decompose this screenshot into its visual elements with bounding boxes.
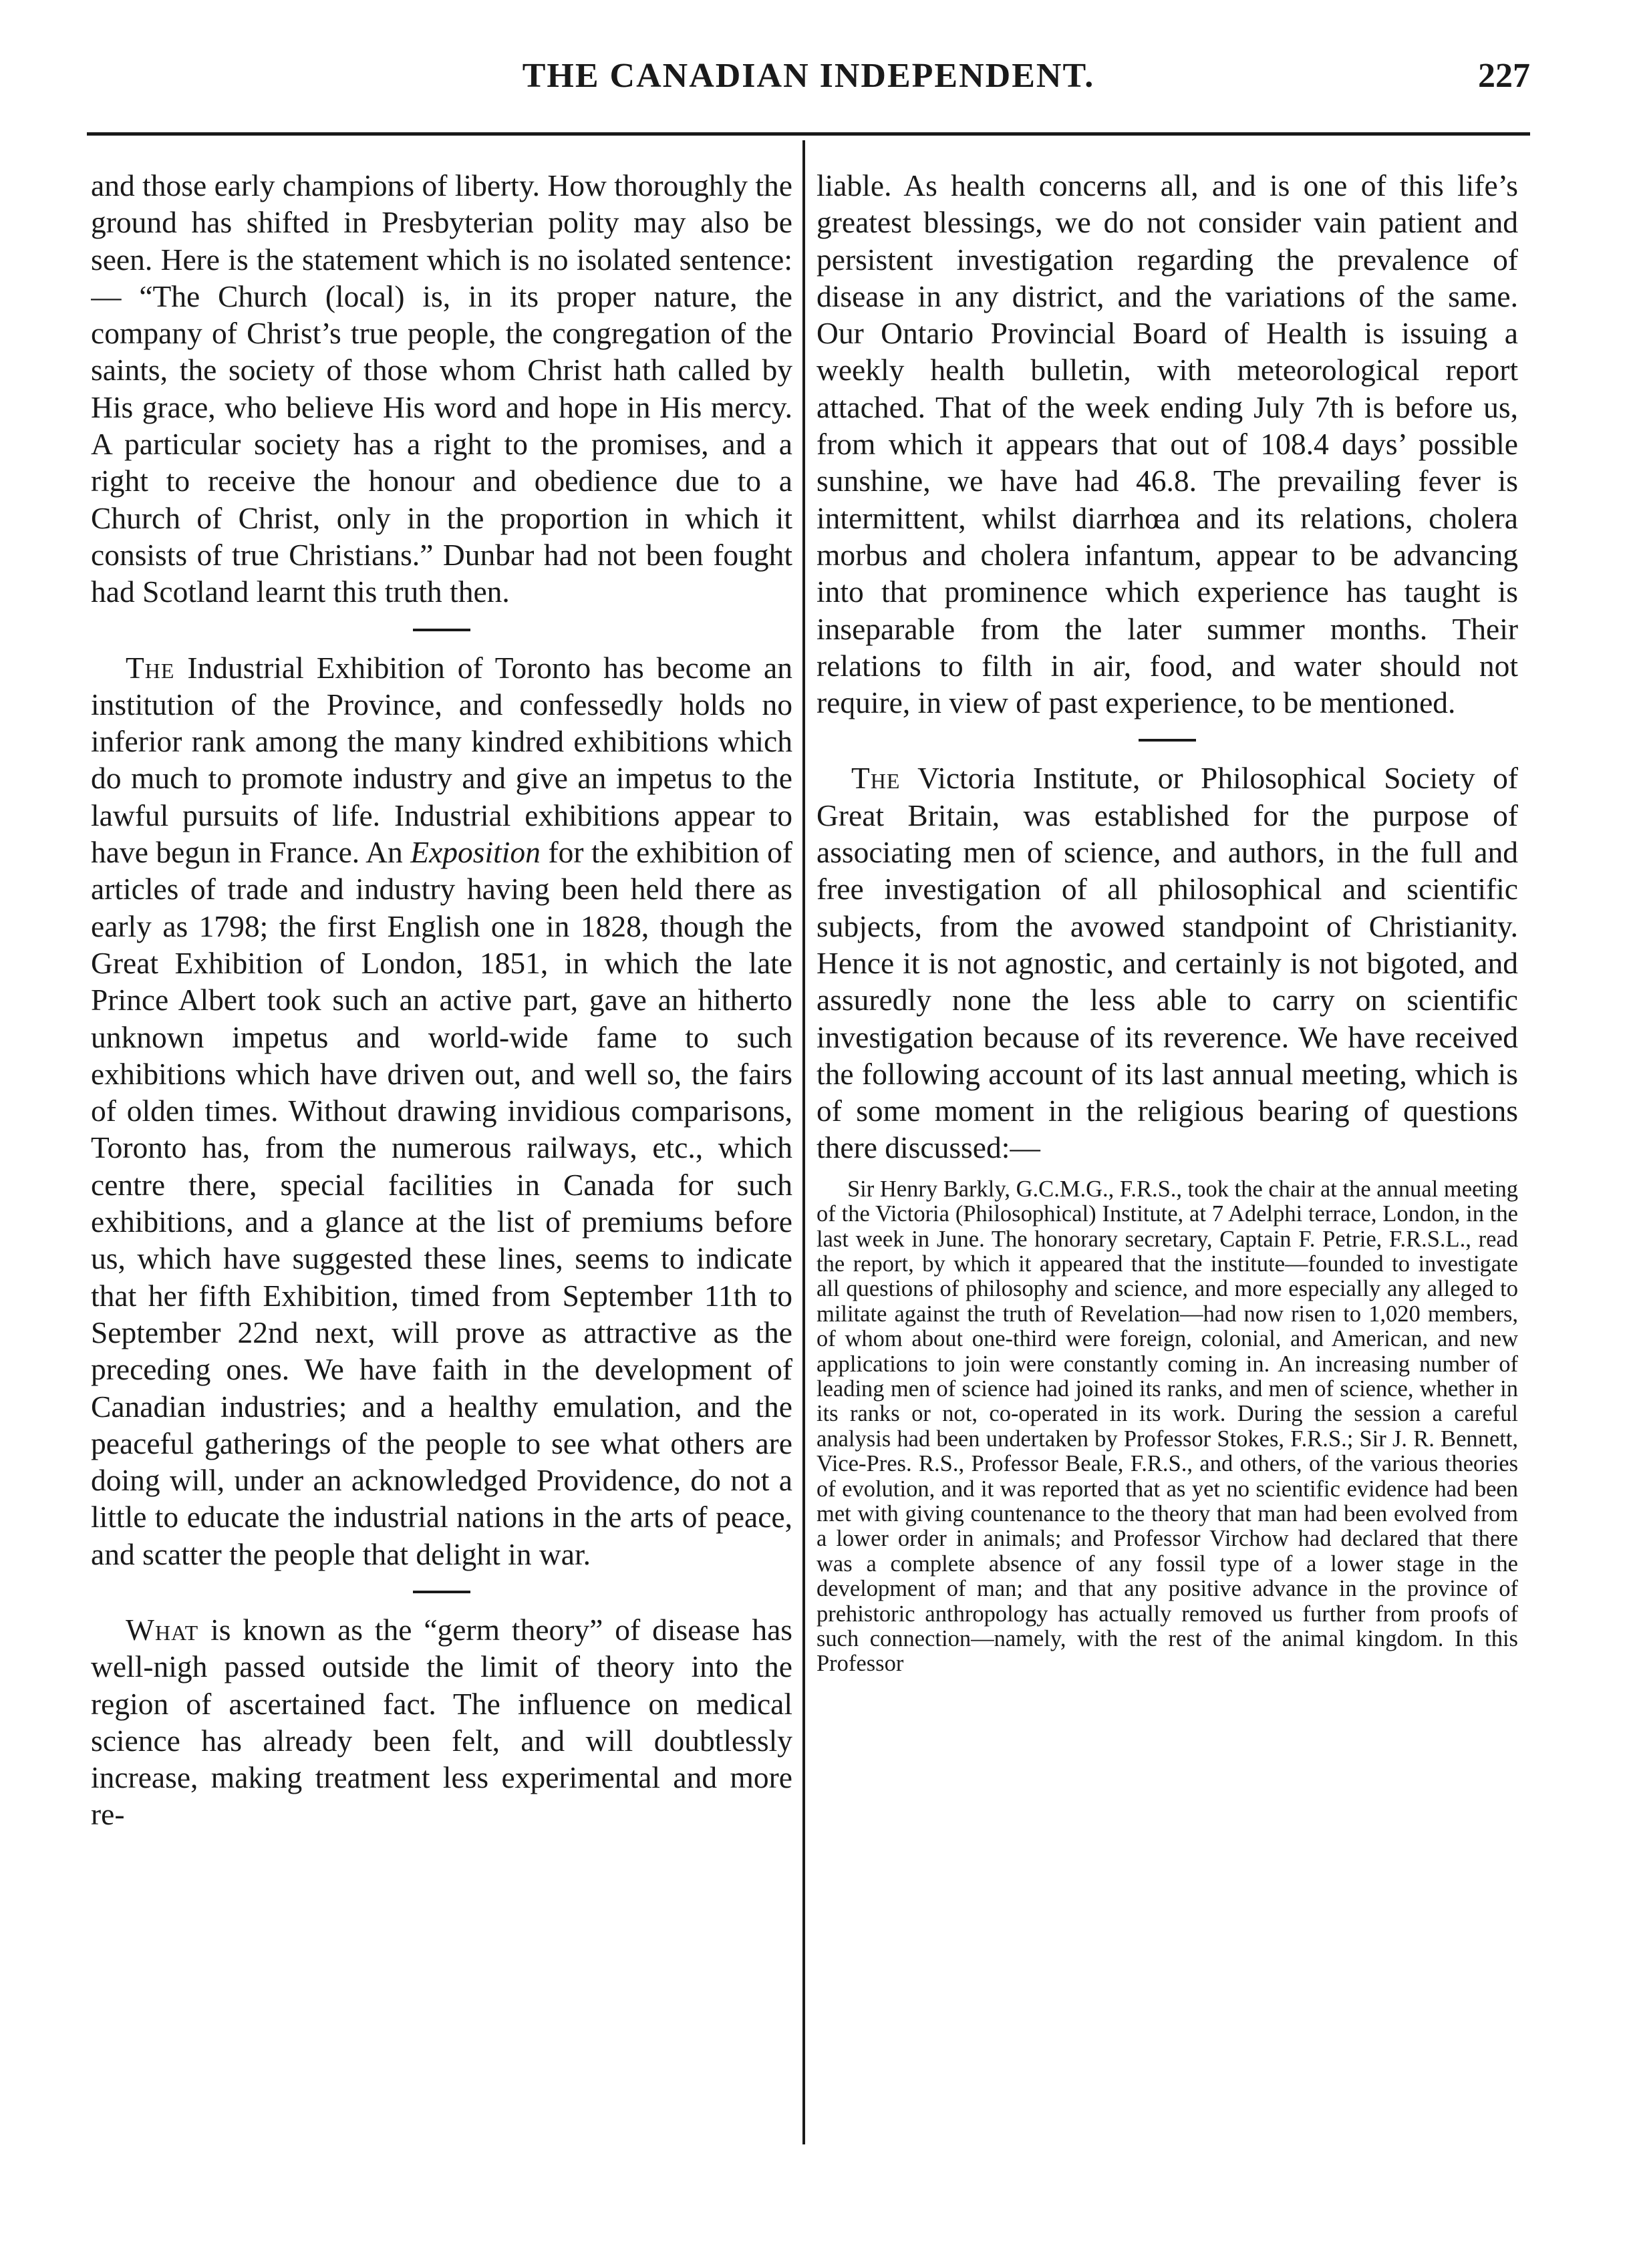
running-title: THE CANADIAN INDEPENDENT. [522, 57, 1095, 95]
page-number: 227 [1478, 57, 1530, 95]
left-paragraph-exhibition [91, 649, 792, 1573]
left-column [91, 167, 792, 2164]
right-paragraph-health [817, 167, 1518, 721]
section-separator [413, 629, 470, 631]
section-separator [1139, 739, 1196, 742]
right-column [817, 167, 1518, 2164]
right-paragraph-health-text: liable. As health concerns all, and is one of this life’s greatest blessings, we do not consider vain patient and persistent investigation regarding the prevalence of disease in any district, and the variations of the same. Our Ontario Provincial Board of Health is issuing a weekly health bulletin, with meteorological report attached. That of the week ending July 7th is before us, from which it appears that out of 108.4 days’ possible sunshine, we have had 46.8. The prevailing fever is intermittent, whilst diarrhœa and its relations, cholera morbus and cholera infantum, appear to be advancing into that prominence which experience has taught is inseparable from the later summer months. Their relations to filth in air, food, and water should not require, in view of past experience, to be mentioned. [817, 168, 1518, 720]
quoted-report-text: Sir Henry Barkly, G.C.M.G., F.R.S., took the chair at the annual meeting of the Victoria (Philosophical) Institute, at 7 Adelphi terrace, London, in the last week in June. The honorary secretary, Captain F. Petrie, F.R.S.L., read the report, by which it appeared that the institute—founded to investigate all questions of philosophy and science, and more especially any alleged to militate against the truth of Revelation—had now risen to 1,020 members, of whom about one-third were foreign, colonial, and American, and new applications to join were constantly coming in. An increasing number of leading men of science had joined its ranks, and men of science, whether in its ranks or not, co-operated in its work. During the session a careful analysis had been undertaken by Professor Stokes, F.R.S.; Sir J. R. Bennett, Vice-Pres. R.S., Professor Beale, F.R.S., and others, of the various theories of evolution, and it was reported that as yet no scientific evidence had been met with giving countenance to the theory that man had been evolved from a lower order in animals; and Professor Virchow had declared that there was a complete absence of any fossil type of a lower stage in the development of man; and that any positive advance in the province of prehistoric anthropology has actually removed us further from proofs of such connection—namely, with the rest of the animal kingdom. In this Professor [817, 1176, 1518, 1677]
left-paragraph-exhibition-continued: for the exhibition of articles of trade and industry having been held there as early as 1798; the first English one in 1828, though the Great Exhibition of London, 1851, in which the late Prince Albert took such an active part, gave an hitherto unknown impetus and world-wide fame to such exhibitions which have driven out, and well so, the fairs of olden times. Without drawing invidious comparisons, Toronto has, from the numerous railways, etc., which centre there, special facilities in Canada for such exhibitions, and a glance at the list of premiums before us, which have suggested these lines, seems to indicate that her fifth Exhibition, timed from September 11th to September 22nd next, will prove as attractive as the preceding ones. We have faith in the development of Canadian industries; and a healthy emulation, and the peaceful gatherings of the people to see what others are doing will, under an acknowledged Providence, do not a little to educate the industrial nations in the arts of peace, and scatter the people that delight in war. [91, 835, 792, 1571]
right-paragraph-victoria-institute-text: Victoria Institute, or Philosophical Society of Great Britain, was established for the purpose of associating men of science, and authors, in the full and free investigation of all philosophical and scientific subjects, from the avowed standpoint of Christianity. Hence it is not agnostic, and certainly is not bigoted, and assuredly none the less able to carry on scientific investigation because of its reverence. We have received the following account of its last annual meeting, which is of some moment in the religious bearing of questions there discussed:— [817, 761, 1518, 1165]
left-paragraph-germ-theory-text: is known as the “germ theory” of disease has well-nigh passed outside the limit of theory into the region of ascertained fact. The influence on medical science has already been felt, and will doubtlessly increase, making treatment less experimental and more re- [91, 1612, 792, 1832]
section-separator [413, 1591, 470, 1593]
left-paragraph-presbyterian [91, 167, 792, 611]
paragraph-lead-word: The [851, 761, 901, 796]
header-rule [87, 132, 1530, 136]
column-divider-rule [802, 140, 805, 2144]
italic-term-exposition: Exposition [410, 835, 541, 870]
right-paragraph-victoria-institute [817, 760, 1518, 1166]
quoted-report-small-print [817, 1177, 1518, 1677]
paragraph-lead-word: The [126, 650, 175, 685]
page-header [87, 47, 1530, 127]
paragraph-lead-word: What [126, 1612, 199, 1647]
left-paragraph-exhibition-text: Industrial Exhibition of Toronto has become an institution of the Province, and confessedly holds no inferior rank among the many kindred exhibitions which do much to promote industry and give an impetus to the lawful pursuits of life. Industrial exhibitions appear to have begun in France. An [91, 650, 792, 870]
left-paragraph-germ-theory [91, 1611, 792, 1833]
left-paragraph-presbyterian-text: and those early champions of liberty. How thoroughly the ground has shifted in Presbyterian polity may also be seen. Here is the statement which is no isolated sentence:— “The Church (local) is, in its proper nature, the company of Christ’s true people, the congregation of the saints, the society of those whom Christ hath called by His grace, who believe His word and hope in His mercy. A particular society has a right to the promises, and a right to receive the honour and obedience due to a Church of Christ, only in the proportion in which it consists of true Christians.” Dunbar had not been fought had Scotland learnt this truth then. [91, 168, 792, 609]
